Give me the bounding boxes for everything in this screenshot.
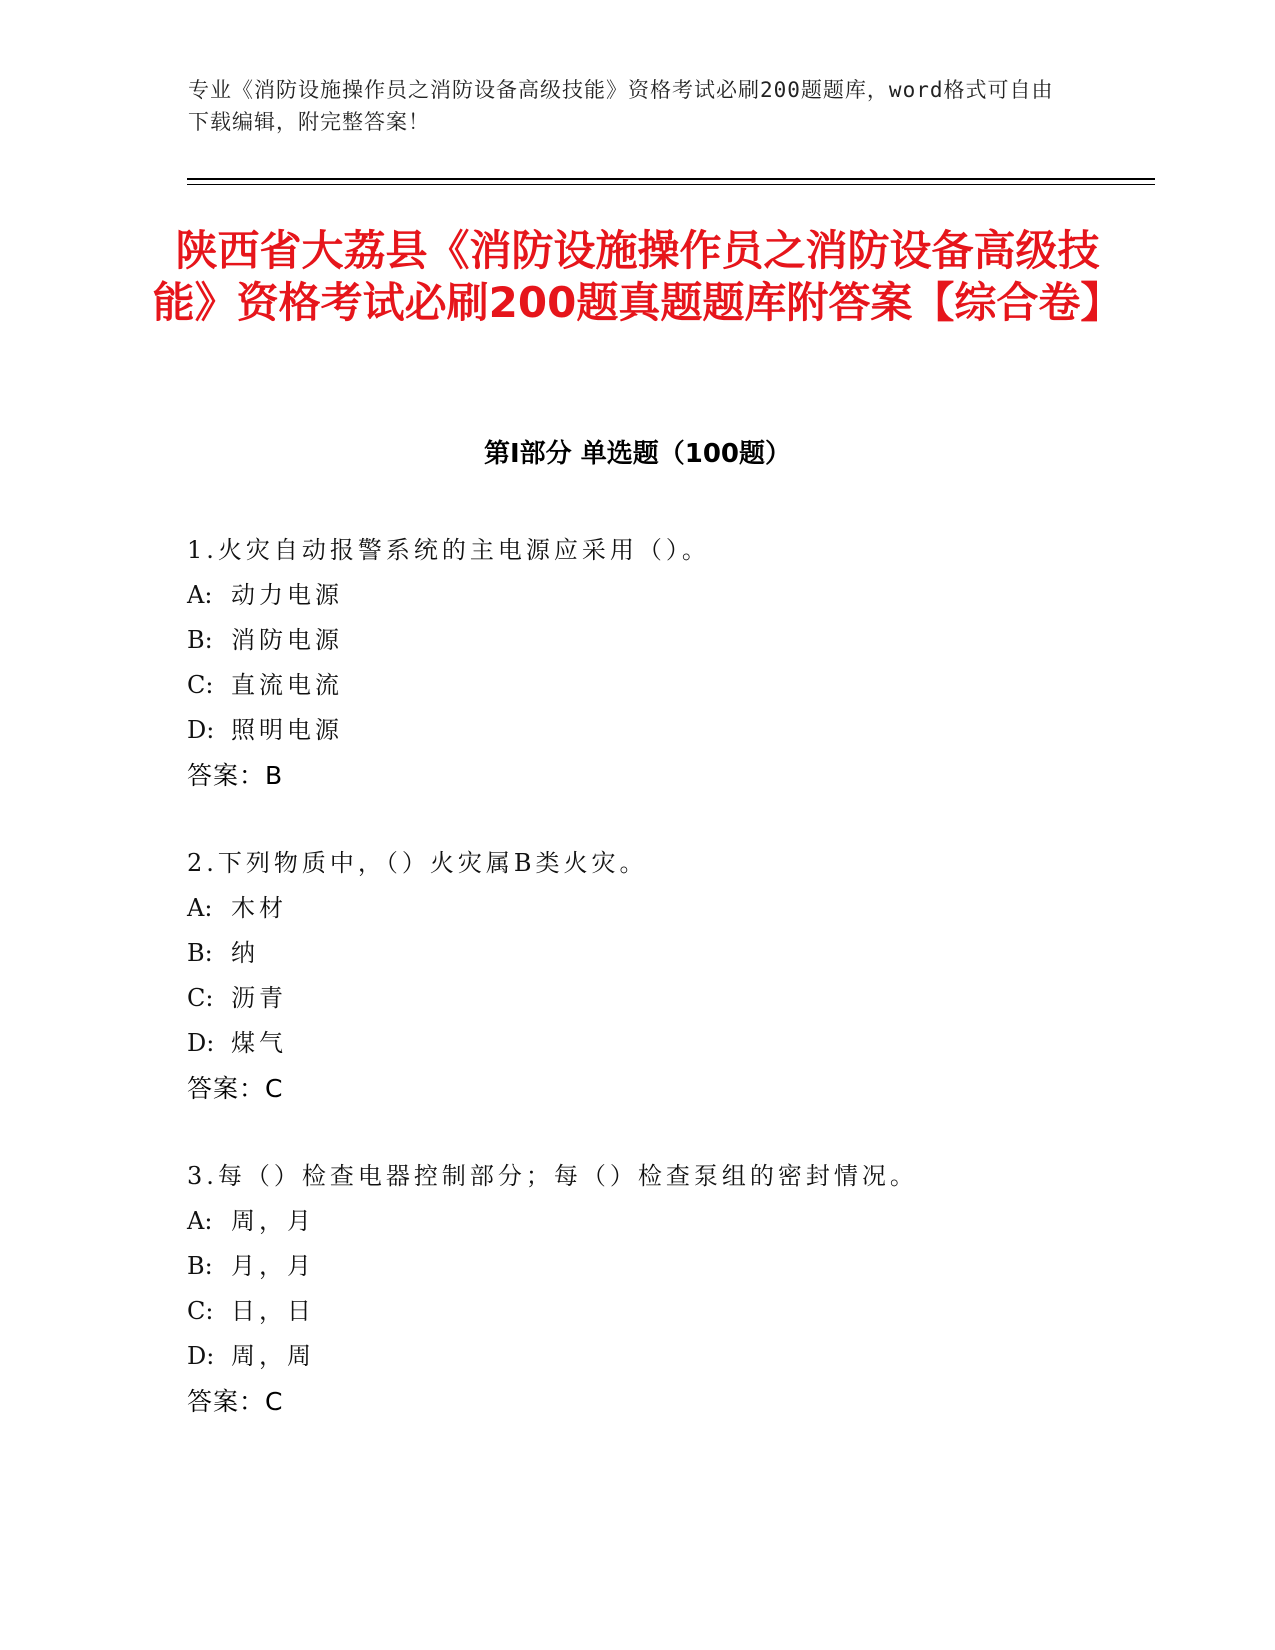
question-2 bbox=[187, 841, 1147, 1111]
answer-line bbox=[187, 1066, 1147, 1111]
option-key: C: bbox=[187, 984, 214, 1012]
question-1 bbox=[187, 528, 1147, 798]
option-c bbox=[187, 1289, 1147, 1334]
document-title: 陕西省大荔县《消防设施操作员之消防设备高级技能》资格考试必刷200题真题题库附答案【综合卷】 bbox=[152, 226, 1123, 327]
option-b bbox=[187, 931, 1147, 976]
option-c bbox=[187, 976, 1147, 1021]
option-text: 纳 bbox=[231, 939, 259, 967]
question-stem: 2.下列物质中，（）火灾属B类火灾。 bbox=[187, 849, 648, 877]
header-rule-thick bbox=[187, 178, 1155, 180]
option-text: 直流电流 bbox=[231, 671, 343, 699]
option-key: B: bbox=[187, 1252, 213, 1280]
answer-label: 答案： bbox=[187, 761, 266, 790]
header-rule-thin bbox=[187, 184, 1155, 185]
answer-label: 答案： bbox=[187, 1074, 266, 1103]
option-key: B: bbox=[187, 626, 213, 654]
answer-label: 答案： bbox=[187, 1387, 266, 1416]
question-stem: 1.火灾自动报警系统的主电源应采用（）。 bbox=[187, 536, 710, 564]
option-key: C: bbox=[187, 1297, 214, 1325]
option-text: 周，周 bbox=[231, 1342, 315, 1370]
option-key: A: bbox=[187, 581, 213, 609]
option-text: 木材 bbox=[231, 894, 287, 922]
option-text: 日，日 bbox=[231, 1297, 315, 1325]
answer-value: B bbox=[265, 761, 284, 790]
header-note: 专业《消防设施操作员之消防设备高级技能》资格考试必刷200题题库，word格式可自由下载编辑，附完整答案！ bbox=[188, 78, 1054, 134]
option-key: A: bbox=[187, 894, 213, 922]
option-b bbox=[187, 1244, 1147, 1289]
section-heading: 第Ⅰ部分 单选题（100题） bbox=[484, 439, 791, 469]
question-list bbox=[187, 528, 1147, 1467]
option-c bbox=[187, 663, 1147, 708]
option-text: 消防电源 bbox=[231, 626, 343, 654]
option-d bbox=[187, 708, 1147, 753]
option-key: A: bbox=[187, 1207, 213, 1235]
answer-value: C bbox=[265, 1074, 284, 1103]
option-b bbox=[187, 618, 1147, 663]
option-a bbox=[187, 573, 1147, 618]
option-key: D: bbox=[187, 1029, 215, 1057]
option-text: 月，月 bbox=[231, 1252, 315, 1280]
option-key: D: bbox=[187, 716, 215, 744]
option-key: B: bbox=[187, 939, 213, 967]
option-text: 煤气 bbox=[231, 1029, 287, 1057]
option-text: 周，月 bbox=[231, 1207, 315, 1235]
option-key: D: bbox=[187, 1342, 215, 1370]
option-text: 照明电源 bbox=[231, 716, 343, 744]
question-3 bbox=[187, 1154, 1147, 1424]
option-key: C: bbox=[187, 671, 214, 699]
option-d bbox=[187, 1334, 1147, 1379]
question-stem: 3.每（）检查电器控制部分；每（）检查泵组的密封情况。 bbox=[187, 1162, 918, 1190]
option-a bbox=[187, 886, 1147, 931]
option-d bbox=[187, 1021, 1147, 1066]
answer-value: C bbox=[265, 1387, 284, 1416]
option-a bbox=[187, 1199, 1147, 1244]
answer-line bbox=[187, 753, 1147, 798]
option-text: 沥青 bbox=[231, 984, 287, 1012]
answer-line bbox=[187, 1379, 1147, 1424]
option-text: 动力电源 bbox=[231, 581, 343, 609]
